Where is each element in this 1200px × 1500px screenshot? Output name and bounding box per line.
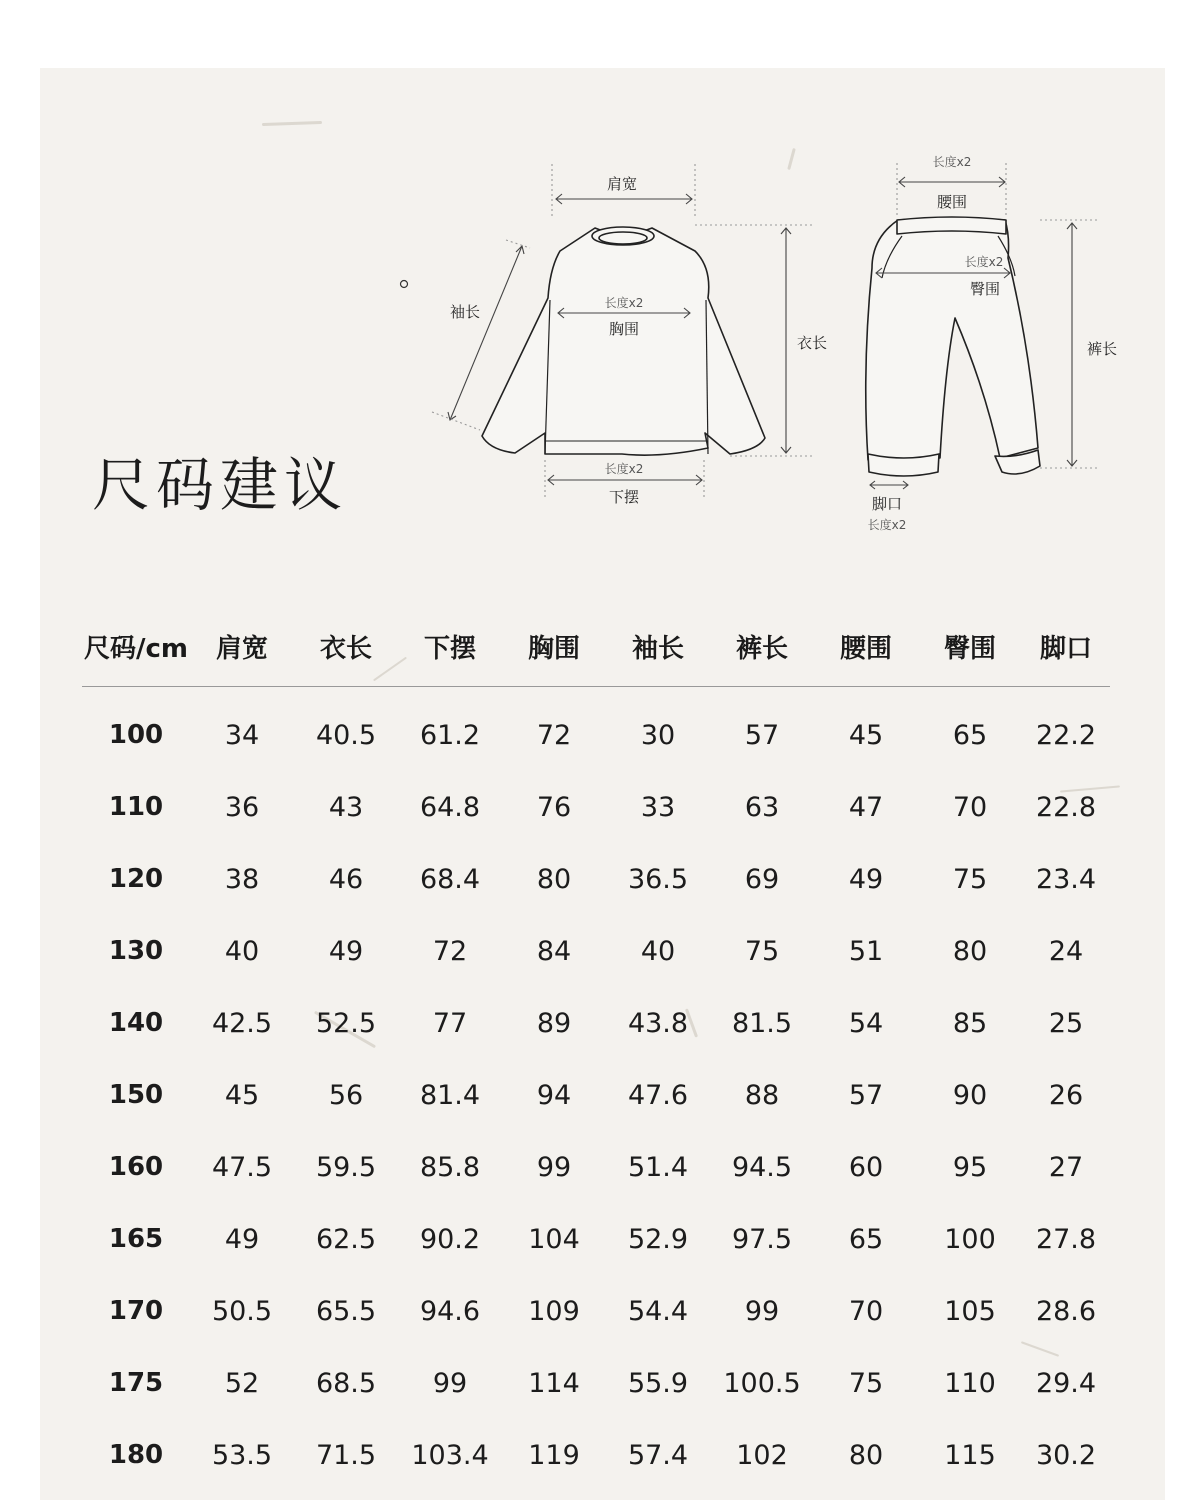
measurement-cell: 57: [848, 1079, 884, 1111]
measurement-cell: 70: [848, 1295, 884, 1327]
measurement-cell: 100: [944, 1223, 996, 1255]
measurement-cell: 51.4: [627, 1151, 689, 1183]
measurement-cell: 27: [1048, 1151, 1084, 1183]
table-row: [82, 1203, 1110, 1275]
measurement-cell: 68.4: [419, 863, 481, 895]
measurement-cell: 26: [1048, 1079, 1084, 1111]
measurement-cell: 57.4: [627, 1439, 689, 1471]
circle-mark: [401, 281, 408, 288]
measurement-cell: 102: [736, 1439, 788, 1471]
size-cell: 180: [108, 1440, 164, 1470]
measurement-cell: 80: [536, 863, 572, 895]
measurement-cell: 36.5: [627, 863, 689, 895]
size-cell: 160: [108, 1152, 164, 1182]
measurement-cell: 80: [848, 1439, 884, 1471]
table-row: [82, 987, 1110, 1059]
measurement-cell: 68.5: [315, 1367, 377, 1399]
table-row: [82, 1347, 1110, 1419]
measurement-cell: 29.4: [1035, 1367, 1097, 1399]
measurement-cell: 103.4: [411, 1439, 489, 1471]
measurement-cell: 43.8: [627, 1007, 689, 1039]
sleeve-label: 袖长: [449, 303, 481, 321]
measurement-cell: 76: [536, 791, 572, 823]
measurement-cell: 56: [328, 1079, 364, 1111]
table-row: [82, 843, 1110, 915]
measurement-cell: 47.6: [627, 1079, 689, 1111]
table-row: [82, 1275, 1110, 1347]
table-row: [82, 699, 1110, 771]
measurement-cell: 30: [640, 719, 676, 751]
header-size: 尺码/cm: [82, 606, 190, 687]
measurement-cell: 52: [224, 1367, 260, 1399]
measurement-cell: 90: [952, 1079, 988, 1111]
measurement-cell: 104: [528, 1223, 580, 1255]
measurement-cell: 90.2: [419, 1223, 481, 1255]
measurement-cell: 45: [848, 719, 884, 751]
measurement-cell: 23.4: [1035, 863, 1097, 895]
measurement-cell: 27.8: [1035, 1223, 1097, 1255]
header-sleeve: 袖长: [606, 606, 710, 687]
hem-note: 长度x2: [604, 462, 644, 476]
header-hip: 臀围: [918, 606, 1022, 687]
measurement-cell: 40: [640, 935, 676, 967]
size-table: [82, 606, 1110, 1491]
measurement-cell: 52.9: [627, 1223, 689, 1255]
measurement-cell: 54.4: [627, 1295, 689, 1327]
measurement-cell: 51: [848, 935, 884, 967]
size-cell: 140: [108, 1008, 164, 1038]
measurement-cell: 55.9: [627, 1367, 689, 1399]
size-cell: 120: [108, 864, 164, 894]
measurement-cell: 77: [432, 1007, 468, 1039]
measurement-cell: 99: [432, 1367, 468, 1399]
measurement-cell: 71.5: [315, 1439, 377, 1471]
size-cell: 150: [108, 1080, 164, 1110]
chest-label: 胸围: [608, 320, 640, 338]
size-chart-card: [40, 68, 1165, 1500]
measurement-cell: 34: [224, 719, 260, 751]
measurement-cell: 62.5: [315, 1223, 377, 1255]
measurement-cell: 28.6: [1035, 1295, 1097, 1327]
measurement-cell: 115: [944, 1439, 996, 1471]
measurement-cell: 65: [848, 1223, 884, 1255]
measurement-cell: 70: [952, 791, 988, 823]
hip-note: 长度x2: [964, 255, 1004, 269]
spacer-cell: [82, 687, 1110, 700]
header-hem: 下摆: [398, 606, 502, 687]
measurement-cell: 72: [432, 935, 468, 967]
measurement-cell: 40.5: [315, 719, 377, 751]
measurement-cell: 75: [744, 935, 780, 967]
cuff-label: 脚口: [871, 495, 903, 513]
cuff-note: 长度x2: [867, 518, 907, 532]
measurement-cell: 65.5: [315, 1295, 377, 1327]
measurement-cell: 85: [952, 1007, 988, 1039]
measurement-cell: 45: [224, 1079, 260, 1111]
measurement-cell: 99: [536, 1151, 572, 1183]
measurement-cell: 49: [328, 935, 364, 967]
measurement-cell: 54: [848, 1007, 884, 1039]
measurement-cell: 43: [328, 791, 364, 823]
measurement-cell: 33: [640, 791, 676, 823]
measurement-cell: 94: [536, 1079, 572, 1111]
measurement-cell: 38: [224, 863, 260, 895]
measurement-cell: 97.5: [731, 1223, 793, 1255]
measurement-cell: 95: [952, 1151, 988, 1183]
measurement-cell: 46: [328, 863, 364, 895]
measurement-cell: 80: [952, 935, 988, 967]
measurement-cell: 69: [744, 863, 780, 895]
measurement-cell: 49: [848, 863, 884, 895]
hip-label: 臀围: [969, 280, 1001, 298]
table-row: [82, 1131, 1110, 1203]
shoulder-label: 肩宽: [606, 175, 638, 193]
measurement-cell: 89: [536, 1007, 572, 1039]
measurement-cell: 61.2: [419, 719, 481, 751]
measurement-cell: 94.5: [731, 1151, 793, 1183]
chest-note: 长度x2: [604, 296, 644, 310]
length-label: 衣长: [796, 334, 828, 352]
header-cuff: 脚口: [1022, 606, 1110, 687]
size-cell: 165: [108, 1224, 164, 1254]
measurement-cell: 22.2: [1035, 719, 1097, 751]
measurement-cell: 84: [536, 935, 572, 967]
pants-length-label: 裤长: [1086, 340, 1118, 358]
size-cell: 100: [108, 720, 164, 750]
measurement-cell: 49: [224, 1223, 260, 1255]
measurement-cell: 59.5: [315, 1151, 377, 1183]
header-waist: 腰围: [814, 606, 918, 687]
measurement-cell: 75: [952, 863, 988, 895]
measurement-diagram: [40, 68, 1165, 588]
header-pants-length: 裤长: [710, 606, 814, 687]
measurement-cell: 72: [536, 719, 572, 751]
pants-icon: [866, 217, 1040, 476]
measurement-cell: 119: [528, 1439, 580, 1471]
size-cell: 175: [108, 1368, 164, 1398]
waist-label: 腰围: [936, 193, 968, 211]
measurement-cell: 42.5: [211, 1007, 273, 1039]
hem-label: 下摆: [608, 488, 640, 506]
page-title: 尺码建议: [92, 451, 349, 519]
measurement-cell: 65: [952, 719, 988, 751]
measurement-cell: 47: [848, 791, 884, 823]
table-row: [82, 771, 1110, 843]
measurement-cell: 81.4: [419, 1079, 481, 1111]
size-cell: 110: [108, 792, 164, 822]
table-row: [82, 915, 1110, 987]
table-spacer: [82, 687, 1110, 700]
measurement-cell: 25: [1048, 1007, 1084, 1039]
measurement-cell: 75: [848, 1367, 884, 1399]
measurement-cell: 105: [944, 1295, 996, 1327]
measurement-cell: 114: [528, 1367, 580, 1399]
header-shoulder: 肩宽: [190, 606, 294, 687]
measurement-cell: 63: [744, 791, 780, 823]
header-length: 衣长: [294, 606, 398, 687]
measurement-cell: 57: [744, 719, 780, 751]
measurement-cell: 88: [744, 1079, 780, 1111]
measurement-cell: 50.5: [211, 1295, 273, 1327]
measurement-cell: 47.5: [211, 1151, 273, 1183]
size-cell: 130: [108, 936, 164, 966]
measurement-cell: 81.5: [731, 1007, 793, 1039]
measurement-cell: 85.8: [419, 1151, 481, 1183]
measurement-cell: 53.5: [211, 1439, 273, 1471]
size-cell: 170: [108, 1296, 164, 1326]
measurement-cell: 24: [1048, 935, 1084, 967]
waist-note: 长度x2: [932, 155, 972, 169]
measurement-cell: 94.6: [419, 1295, 481, 1327]
measurement-cell: 60: [848, 1151, 884, 1183]
size-table-body: [82, 687, 1110, 1492]
measurement-cell: 99: [744, 1295, 780, 1327]
measurement-cell: 109: [528, 1295, 580, 1327]
table-row: [82, 1419, 1110, 1491]
measurement-cell: 110: [944, 1367, 996, 1399]
measurement-cell: 52.5: [315, 1007, 377, 1039]
measurement-cell: 64.8: [419, 791, 481, 823]
table-row: [82, 1059, 1110, 1131]
shirt-icon: [482, 227, 765, 455]
measurement-cell: 40: [224, 935, 260, 967]
measurement-cell: 30.2: [1035, 1439, 1097, 1471]
measurement-cell: 22.8: [1035, 791, 1097, 823]
measurement-cell: 36: [224, 791, 260, 823]
table-header-row: [82, 606, 1110, 687]
header-chest: 胸围: [502, 606, 606, 687]
measurement-cell: 100.5: [723, 1367, 801, 1399]
